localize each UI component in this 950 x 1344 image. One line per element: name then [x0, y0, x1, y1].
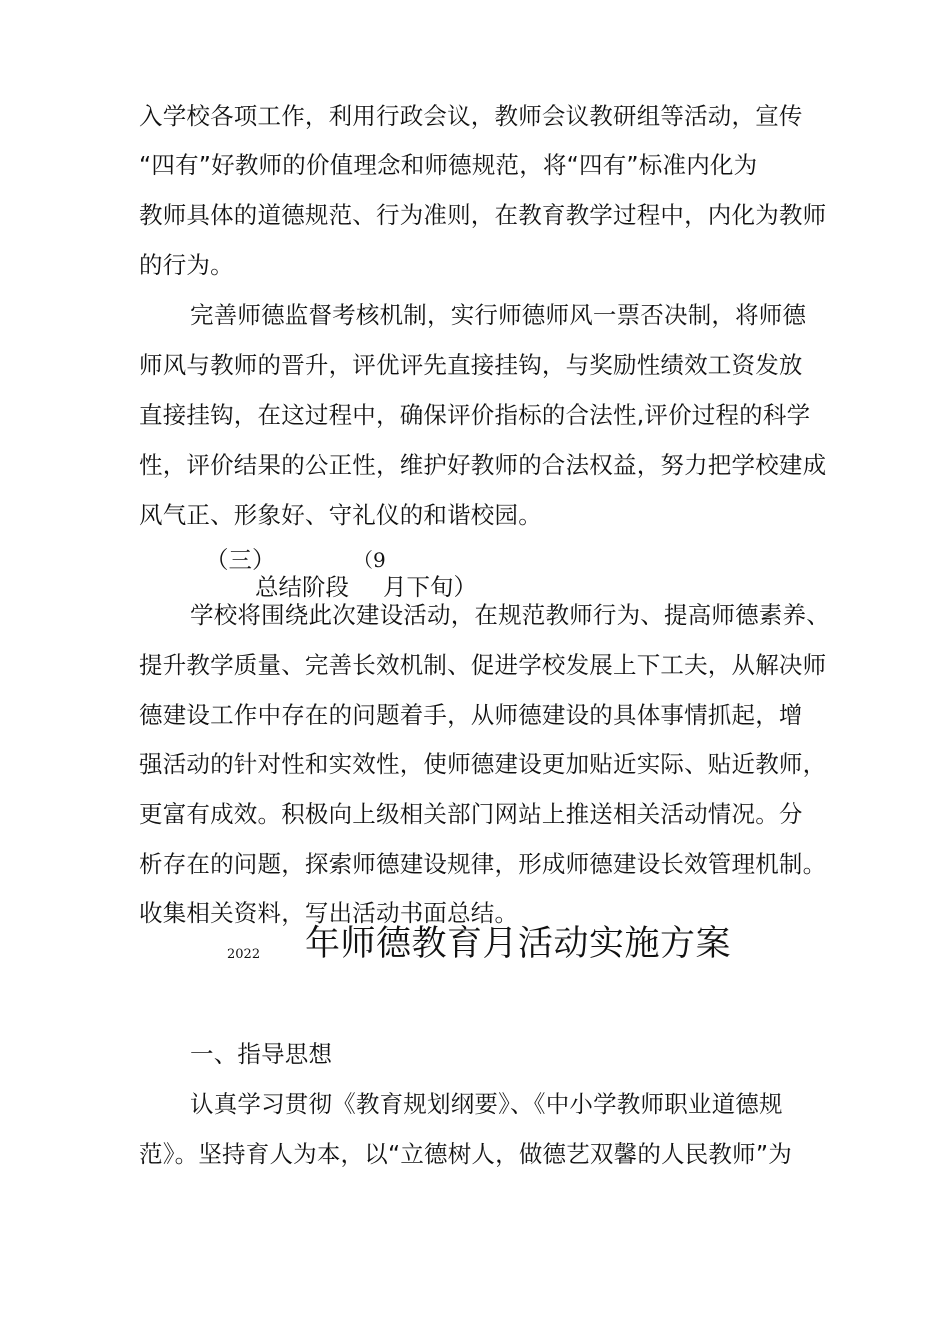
body-text-line: 性，评价结果的公正性，维护好教师的合法权益，努力把学校建成	[139, 451, 827, 479]
title-year: 2022	[227, 947, 261, 962]
body-text-line: 强活动的针对性和实效性，使师德建设更加贴近实际、贴近教师，	[139, 750, 827, 778]
body-text-line: 的行为。	[139, 251, 234, 279]
stage-number: （三）	[205, 546, 276, 574]
body-text-line: 析存在的问题，探索师德建设规律，形成师德建设长效管理机制。	[139, 850, 827, 878]
stage-time-open: （9	[353, 548, 386, 572]
document-title: 年师德教育月活动实施方案	[305, 924, 732, 964]
body-text-line: 认真学习贯彻《教育规划纲要》、《中小学教师职业道德规	[190, 1090, 783, 1118]
body-text-line: 入学校各项工作，利用行政会议，教师会议教研组等活动，宣传	[139, 102, 803, 130]
body-text-line: 直接挂钩，在这过程中，确保评价指标的合法性,评价过程的科学	[139, 401, 811, 429]
body-text-line: 德建设工作中存在的问题着手，从师德建设的具体事情抓起，增	[139, 701, 803, 729]
stage-name: 总结阶段	[255, 573, 349, 601]
body-text-line: 学校将围绕此次建设活动，在规范教师行为、提高师德素养、	[190, 601, 830, 629]
body-text-line: 风气正、形象好、守礼仪的和谐校园。	[139, 501, 542, 529]
stage-time: 月下旬）	[383, 573, 477, 601]
body-text-line: 收集相关资料，写出活动书面总结。	[139, 899, 519, 927]
body-text-line: 教师具体的道德规范、行为准则，在教育教学过程中，内化为教师	[139, 201, 827, 229]
body-text-line: 范》。坚持育人为本，以“立德树人，做德艺双馨的人民教师”为	[139, 1140, 792, 1168]
body-text-line: 更富有成效。积极向上级相关部门网站上推送相关活动情况。分	[139, 800, 803, 828]
body-text-line: 师风与教师的晋升，评优评先直接挂钩，与奖励性绩效工资发放	[139, 351, 803, 379]
body-text-line: 提升教学质量、完善长效机制、促进学校发展上下工夫，从解决师	[139, 651, 827, 679]
section-heading: 一、指导思想	[190, 1040, 333, 1068]
body-text-line: 完善师德监督考核机制，实行师德师风一票否决制，将师德	[190, 301, 807, 329]
body-text-line: “四有”好教师的价值理念和师德规范，将“四有”标准内化为	[139, 151, 758, 179]
